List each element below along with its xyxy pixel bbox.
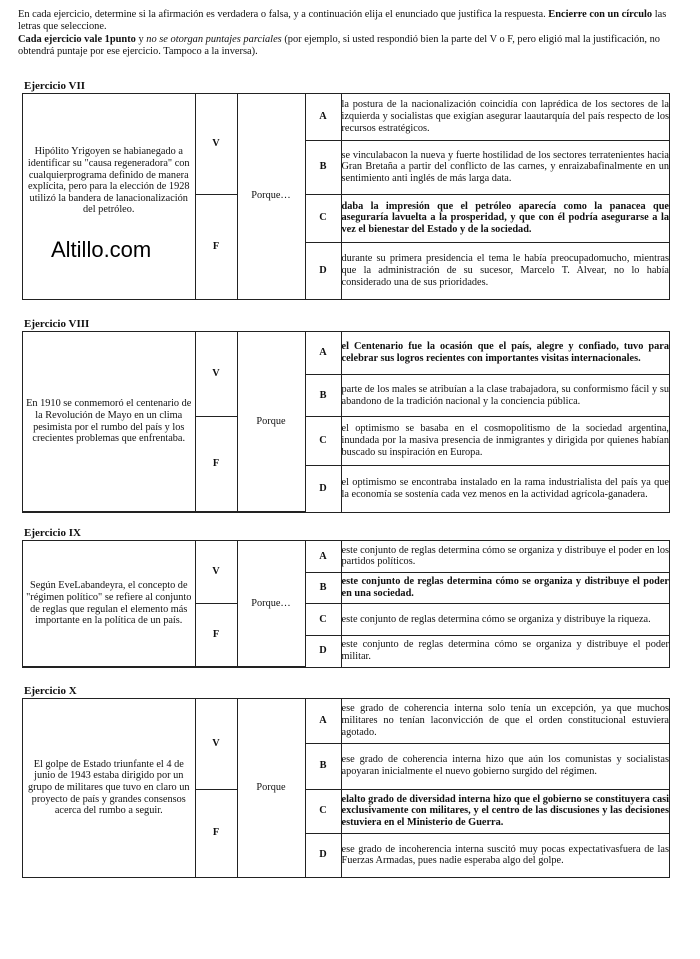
altillo-logo: Altillo.com — [51, 237, 152, 262]
exercise-vii — [22, 80, 670, 302]
porque-label: Porque — [237, 699, 305, 877]
option-letter-a[interactable]: A — [305, 332, 341, 374]
statement-cell — [23, 94, 195, 299]
exercise-title: Ejercicio VII — [24, 80, 85, 92]
true-option[interactable]: V — [195, 699, 237, 789]
option-text-d: durante su primera presidencia el tema le había preocupadomucho, mientras que la administración de su sucesor, Marcelo T. Alvear, no lo había considerado una de sus prioridades. — [341, 242, 669, 299]
exercise-table — [23, 94, 669, 300]
option-text-b: ese grado de coherencia interna hizo que aún los comunistas y socialistas apoyaran inicialmente el nuevo gobierno surgido del régimen. — [341, 743, 669, 789]
instructions-circle: Encierre con un círculo — [548, 9, 653, 20]
option-text-b: se vinculabacon la nueva y fuerte hostilidad de los sectores terratenientes hacia Gran Bretaña a partir del conflicto de las carnes, y enraizabafinalmente en un sentimiento anti inglés de más larga data. — [341, 140, 669, 194]
option-letter-c[interactable]: C — [305, 789, 341, 833]
false-option[interactable]: F — [195, 417, 237, 512]
true-option[interactable]: V — [195, 94, 237, 194]
option-text-d: este conjunto de reglas determina cómo se organiza y distribuye el poder militar. — [341, 635, 669, 666]
exercise-table — [23, 332, 669, 512]
exercise-title: Ejercicio IX — [24, 527, 81, 539]
option-text-c: daba la impresión que el petróleo aparecía como la panacea que aseguraría lavuelta a la prosperidad, y que con él podría asegurarse a la vez el bienestar del Estado y de la sociedad. — [341, 194, 669, 242]
statement-cell — [23, 699, 195, 877]
option-text-b: este conjunto de reglas determina cómo se organiza y distribuye el poder en una sociedad. — [341, 572, 669, 603]
exercise-viii — [22, 318, 670, 518]
option-text-a: ese grado de coherencia interna solo tenía un excepción, ya que muchos militares no tenían laconvicción de que el orden constitucional estuviera agotado. — [341, 699, 669, 743]
instructions-no-partial: no se otorgan puntajes parciales — [146, 33, 282, 45]
exercise-table-frame — [22, 698, 670, 878]
instructions-and: y — [138, 33, 144, 45]
option-letter-c[interactable]: C — [305, 194, 341, 242]
false-option[interactable]: F — [195, 194, 237, 299]
instructions-part1: En cada ejercicio, determine si la afirmación es verdadera o falsa, y a continuación elija el enunciado que justifica la respuesta. — [18, 9, 546, 20]
option-letter-d[interactable]: D — [305, 242, 341, 299]
statement-text: Hipólito Yrigoyen se habianegado a identificar su "causa regeneradora" con cualquierprograma definido de manera explícita, pero para la elección de 1928 utilizó la bandera de lanacionalización del petróleo. — [27, 146, 190, 216]
false-option[interactable]: F — [195, 789, 237, 877]
statement-text: En 1910 se conmemoró el centenario de la Revolución de Mayo en un clima pesimista por el rumbo del país y los crecientes problemas que enfrentaba. — [26, 398, 192, 445]
option-letter-b[interactable]: B — [305, 140, 341, 194]
option-text-a: la postura de la nacionalización coincidía con laprédica de los sectores de la izquierda y socialistas que exigían asegurar laautarquía del país respecto de los recursos estratégicos. — [341, 94, 669, 140]
option-text-d: el optimismo se encontraba instalado en la rama industrialista del país ya que la economía se sostenía cada vez menos en la actividad agrícola-ganadera. — [341, 465, 669, 511]
exercise-table-frame — [22, 331, 670, 513]
option-text-b: parte de los males se atribuían a la clase trabajadora, su conformismo fácil y su abandono de la tradición nacional y la conciencia pública. — [341, 374, 669, 416]
statement-text: Según EveLabandeyra, el concepto de "régimen político" se refiere al conjunto de reglas que regulan el elemento más importante en la política de un país. — [26, 580, 192, 627]
option-letter-c[interactable]: C — [305, 417, 341, 465]
statement-cell — [23, 332, 195, 512]
exercise-title: Ejercicio X — [24, 685, 77, 697]
option-text-c: el optimismo se basaba en el cosmopolitismo de la sociedad argentina, inundada por la masiva presencia de inmigrantes y dirigida por quienes habían buscado su inspiración en Europa. — [341, 417, 669, 465]
option-letter-a[interactable]: A — [305, 541, 341, 572]
porque-label: Porque… — [237, 94, 305, 299]
true-option[interactable]: V — [195, 332, 237, 417]
exercise-table-frame — [22, 540, 670, 668]
option-letter-d[interactable]: D — [305, 635, 341, 666]
instructions-part2: las letras que seleccione. — [18, 9, 667, 33]
option-letter-d[interactable]: D — [305, 833, 341, 877]
false-option[interactable]: F — [195, 604, 237, 667]
porque-label: Porque — [237, 332, 305, 512]
exercise-table — [23, 541, 669, 667]
true-option[interactable]: V — [195, 541, 237, 604]
option-letter-b[interactable]: B — [305, 743, 341, 789]
exercise-ix — [22, 527, 670, 669]
instructions-example: (por ejemplo, si usted respondió bien la parte del V o F, pero eligió mal la justificación, no obtendrá puntaje por ese ejercicio. Tampoco a la inversa). — [18, 33, 660, 58]
option-text-a: el Centenario fue la ocasión que el país, alegre y confiado, tuvo para celebrar sus logros recientes con importantes visitas internacionales. — [341, 332, 669, 374]
option-text-d: ese grado de incoherencia interna suscitó muy pocas expectativasfuera de las Fuerzas Armadas, pues nadie esperaba algo del golpe. — [341, 833, 669, 877]
option-text-a: este conjunto de reglas determina cómo se organiza y distribuye el poder en los partidos políticos. — [341, 541, 669, 572]
exercise-table-frame — [22, 93, 670, 300]
statement-text: El golpe de Estado triunfante el 4 de junio de 1943 estaba dirigido por un grupo de militares que tuvo en claro un proyecto de país y grandes consensos acerca del rumbo a seguir. — [27, 758, 190, 817]
instructions-points: Cada ejercicio vale 1punto — [18, 33, 136, 45]
exercise-table — [23, 699, 669, 878]
option-letter-d[interactable]: D — [305, 465, 341, 511]
porque-label: Porque… — [237, 541, 305, 667]
option-letter-b[interactable]: B — [305, 572, 341, 603]
option-letter-b[interactable]: B — [305, 374, 341, 416]
option-letter-a[interactable]: A — [305, 94, 341, 140]
option-text-c: este conjunto de reglas determina cómo se organiza y distribuye la riqueza. — [341, 604, 669, 635]
exercise-x — [22, 685, 670, 881]
statement-cell — [23, 541, 195, 667]
option-text-c: elalto grado de diversidad interna hizo que el gobierno se constituyera casi exclusivamente con militares, y el centro de las discusiones y las decisiones estuviera en el Ministerio de Guerra. — [341, 789, 669, 833]
option-letter-a[interactable]: A — [305, 699, 341, 743]
instructions — [18, 9, 684, 59]
exercise-title: Ejercicio VIII — [24, 318, 90, 330]
option-letter-c[interactable]: C — [305, 604, 341, 635]
